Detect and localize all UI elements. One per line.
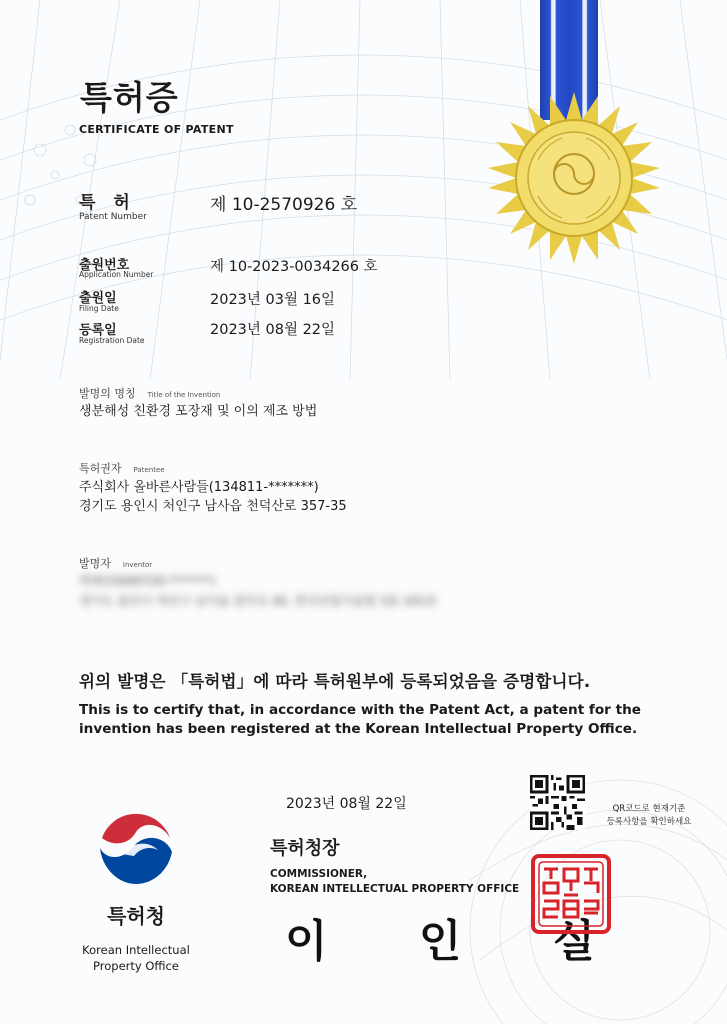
inventor-label: 발명자 bbox=[79, 557, 111, 570]
commissioner-title-en-2: KOREAN INTELLECTUAL PROPERTY OFFICE bbox=[270, 883, 520, 895]
office-name-en-2: Property Office bbox=[93, 959, 179, 973]
filing-date-label-en: Filing Date bbox=[79, 304, 119, 313]
gold-medallion-icon bbox=[486, 90, 662, 266]
filing-date-label: 출원일 bbox=[79, 291, 117, 306]
invention-title-label-en: Title of the Invention bbox=[147, 391, 221, 399]
qr-caption-2: 등록사항을 확인하세요 bbox=[606, 817, 692, 827]
registration-date-label-en: Registration Date bbox=[79, 336, 145, 345]
commissioner-title-en-1: COMMISSIONER, bbox=[270, 868, 368, 880]
registration-date-label: 등록일 bbox=[79, 323, 117, 338]
invention-title-label: 발명의 명칭 bbox=[79, 387, 136, 400]
filing-date-value: 2023년 03월 16일 bbox=[210, 292, 336, 308]
patent-number-value: 제 10-2570926 호 bbox=[210, 195, 358, 215]
kipo-logo-icon bbox=[92, 802, 180, 890]
page-subtitle: CERTIFICATE OF PATENT bbox=[79, 123, 234, 136]
patentee-header bbox=[79, 457, 165, 476]
registration-date-value: 2023년 08월 22일 bbox=[210, 322, 336, 338]
qr-caption-1: QR코드로 현재기준 bbox=[612, 804, 686, 814]
patentee-label: 특허권자 bbox=[79, 462, 122, 475]
invention-title-header bbox=[79, 382, 220, 401]
office-name-en-1: Korean Intellectual bbox=[82, 943, 190, 957]
commissioner-signature: 이 인 실 bbox=[285, 916, 634, 967]
patentee-address: 경기도 용인시 처인구 남사읍 천덕산로 357-35 bbox=[79, 499, 347, 514]
patent-number-label: 특 허 bbox=[79, 193, 136, 213]
official-seal-icon bbox=[530, 853, 612, 935]
application-number-value: 제 10-2023-0034266 호 bbox=[210, 259, 378, 275]
office-name: 특허청 bbox=[107, 904, 165, 928]
application-number-label: 출원번호 bbox=[79, 258, 130, 273]
certification-statement-ko: 위의 발명은 「특허법」에 따라 특허원부에 등록되었음을 증명합니다. bbox=[79, 672, 591, 691]
patentee-label-en: Patentee bbox=[133, 466, 165, 474]
commissioner-title: 특허청장 bbox=[270, 838, 340, 859]
inventor-address-redacted: 경기도 용인시 처인구 남사읍 봉무로 45, 한국산업기술원 3층 101호 bbox=[79, 594, 438, 608]
certification-statement-en-2: invention has been registered at the Korean Intellectual Property Office. bbox=[79, 721, 638, 737]
patentee-name: 주식회사 올바른사람들(134811-*******) bbox=[79, 480, 319, 495]
certification-statement-en-1: This is to certify that, in accordance with the Patent Act, a patent for the bbox=[79, 702, 642, 718]
invention-title-value: 생분해성 친환경 포장재 및 이의 제조 방법 bbox=[79, 404, 318, 419]
application-number-label-en: Application Number bbox=[79, 270, 154, 279]
inventor-name-redacted: 박예진(640720-*******) bbox=[79, 574, 216, 588]
page-title: 특허증 bbox=[80, 78, 179, 117]
inventor-label-en: Inventor bbox=[122, 561, 153, 569]
inventor-header bbox=[79, 552, 152, 571]
issue-date: 2023년 08월 22일 bbox=[286, 796, 407, 812]
patent-number-label-en: Patent Number bbox=[79, 212, 147, 222]
qr-code-icon[interactable] bbox=[530, 775, 585, 830]
